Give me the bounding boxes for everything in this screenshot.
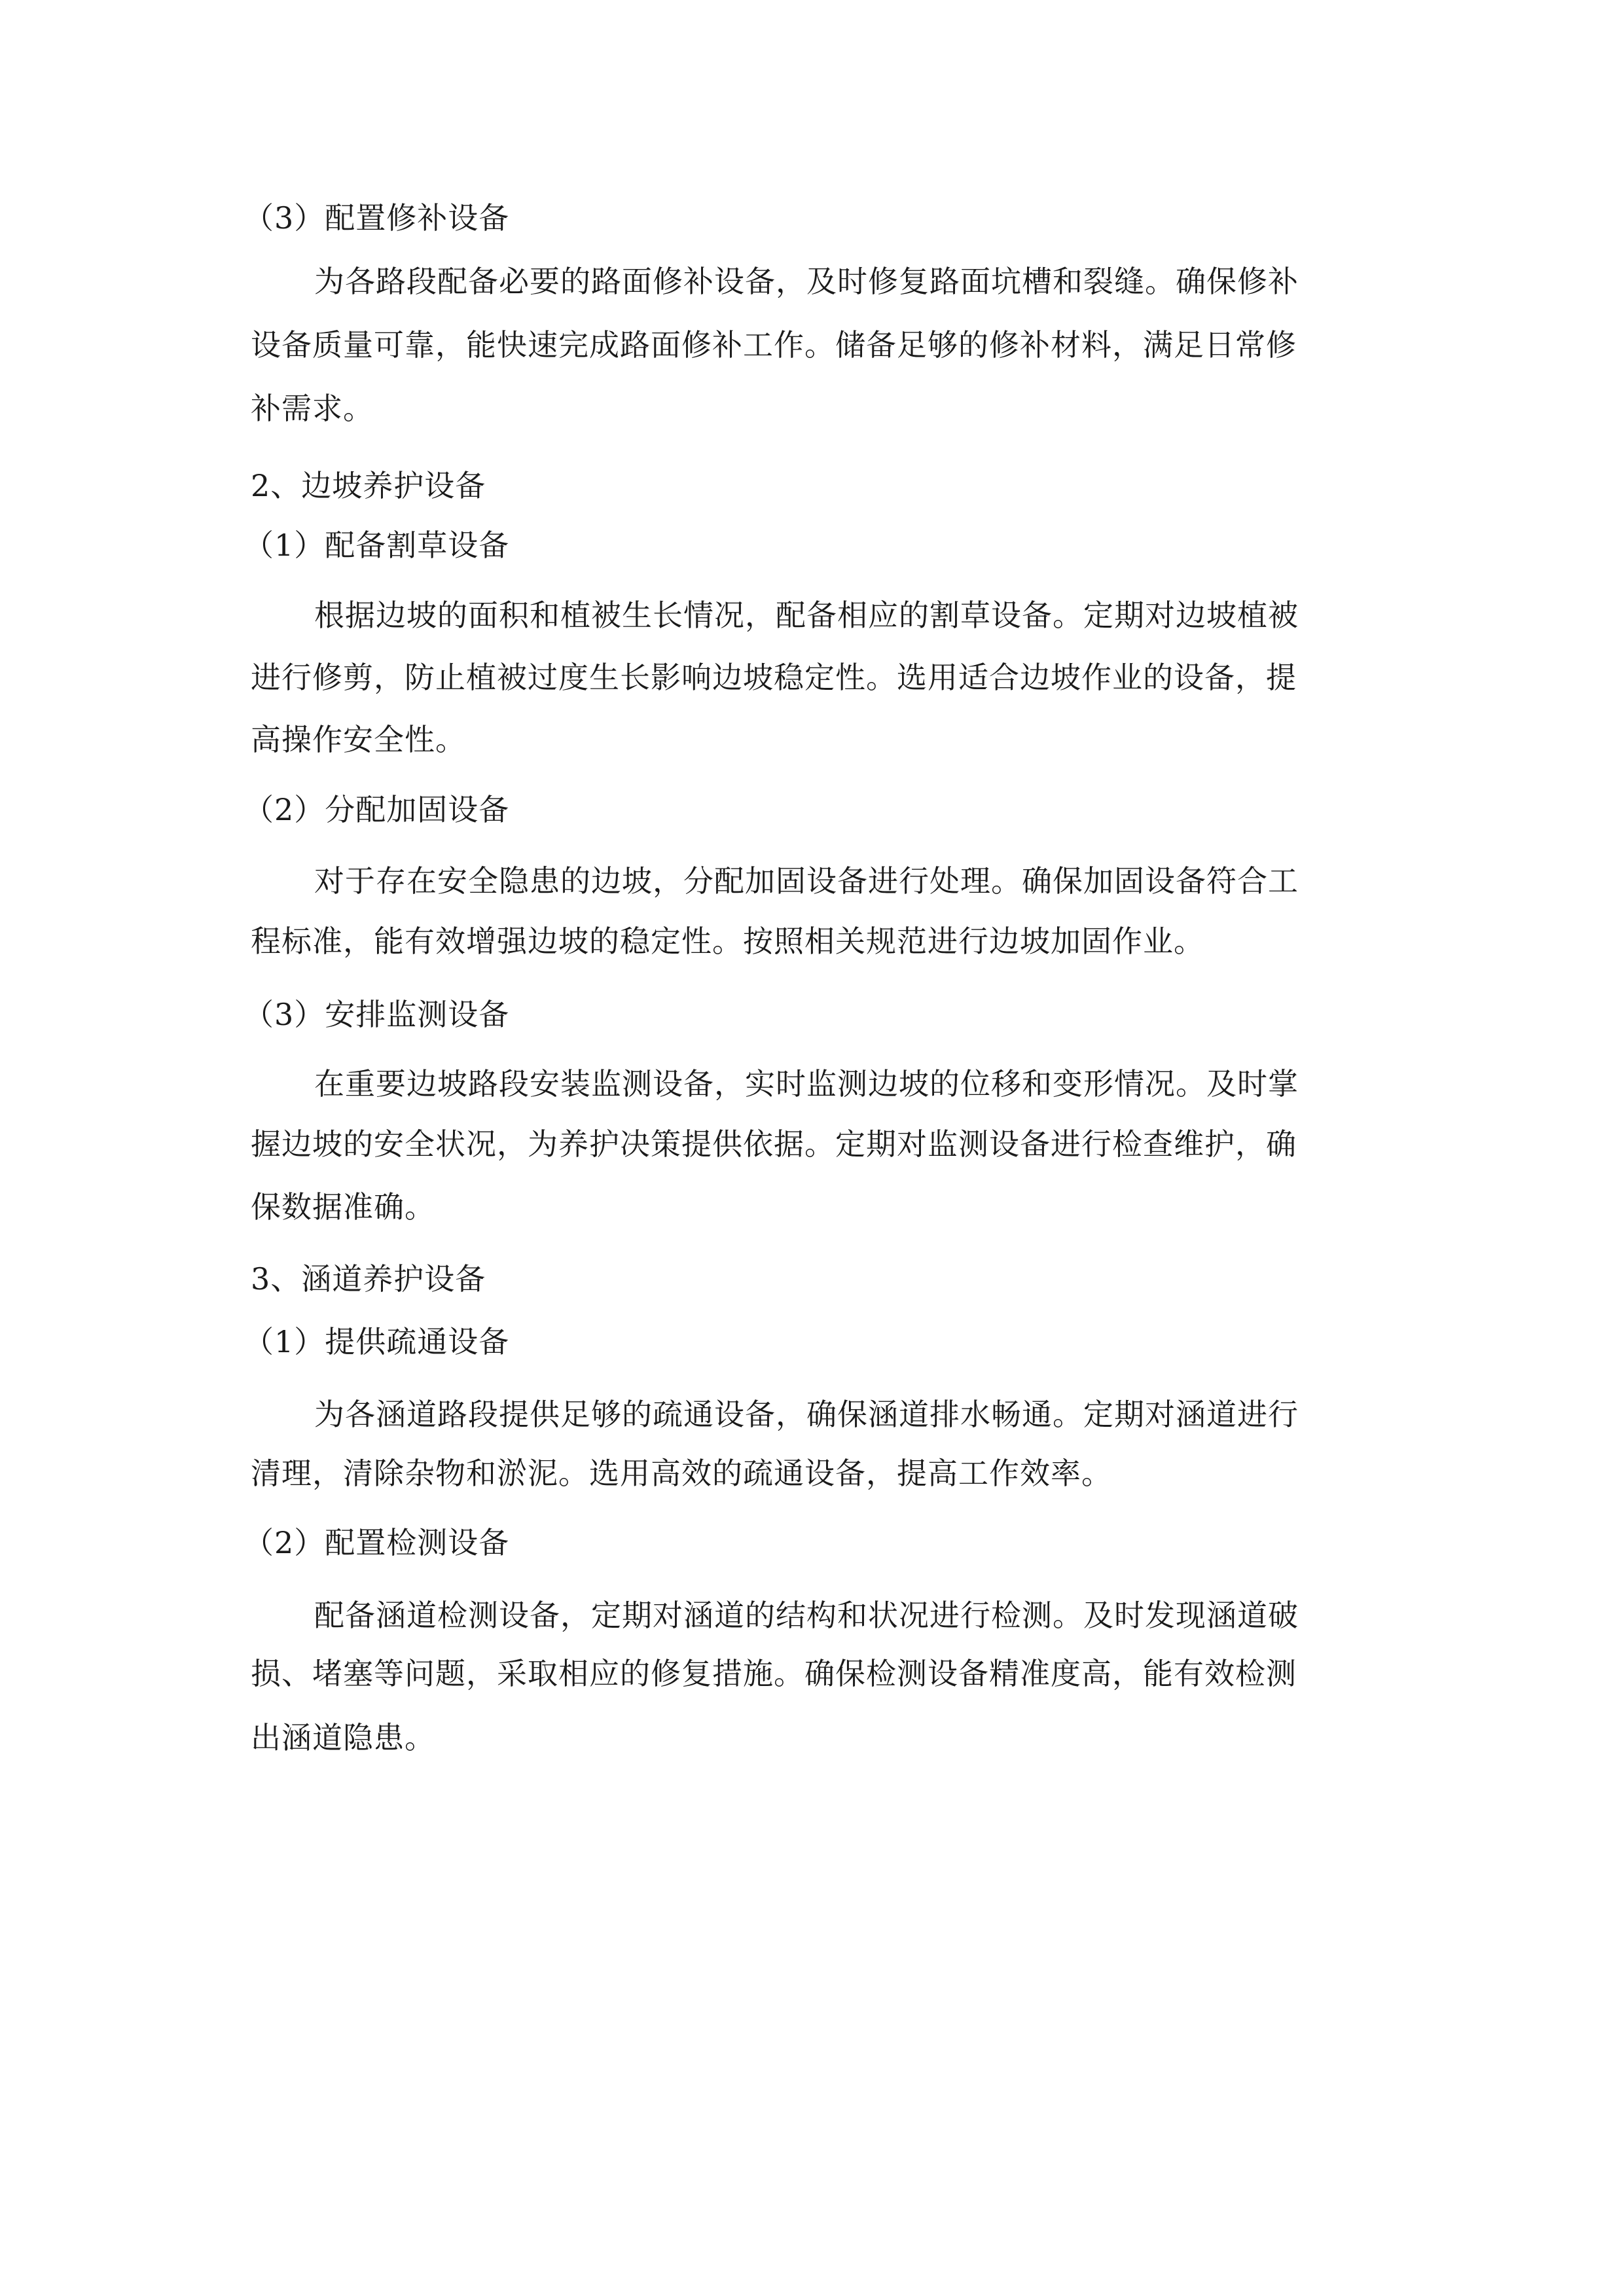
paragraph-line: 程标准，能有效增强边坡的稳定性。按照相关规范进行边坡加固作业。 [251,924,1204,959]
paragraph-line: 设备质量可靠，能快速完成路面修补工作。储备足够的修补材料，满足日常修 [251,327,1297,363]
paragraph-line: 清理，清除杂物和淤泥。选用高效的疏通设备，提高工作效率。 [251,1456,1112,1491]
subheading-inspection-equipment: （2）配置检测设备 [244,1525,510,1560]
subheading-configure-repair-equipment: （3）配置修补设备 [244,200,510,236]
paragraph-line: 损、堵塞等问题，采取相应的修复措施。确保检测设备精准度高，能有效检测 [251,1656,1297,1691]
paragraph-line: 根据边坡的面积和植被生长情况，配备相应的割草设备。定期对边坡植被 [314,598,1299,633]
section-heading-slope-maintenance: 2、边坡养护设备 [251,468,486,503]
section-heading-culvert-maintenance: 3、涵道养护设备 [251,1261,486,1297]
subheading-mowing-equipment: （1）配备割草设备 [244,528,510,563]
subheading-reinforcement-equipment: （2）分配加固设备 [244,792,510,827]
paragraph-line: 补需求。 [251,391,374,426]
subheading-monitoring-equipment: （3）安排监测设备 [244,997,510,1032]
subheading-dredging-equipment: （1）提供疏通设备 [244,1324,510,1359]
paragraph-line: 保数据准确。 [251,1189,435,1225]
paragraph-line: 为各路段配备必要的路面修补设备，及时修复路面坑槽和裂缝。确保修补 [314,264,1299,299]
paragraph-line: 对于存在安全隐患的边坡，分配加固设备进行处理。确保加固设备符合工 [314,863,1299,899]
paragraph-line: 为各涵道路段提供足够的疏通设备，确保涵道排水畅通。定期对涵道进行 [314,1397,1299,1432]
paragraph-line: 出涵道隐患。 [251,1720,435,1755]
paragraph-line: 高操作安全性。 [251,722,466,757]
paragraph-line: 握边坡的安全状况，为养护决策提供依据。定期对监测设备进行检查维护，确 [251,1126,1297,1162]
paragraph-line: 在重要边坡路段安装监测设备，实时监测边坡的位移和变形情况。及时掌 [314,1066,1299,1102]
paragraph-line: 进行修剪，防止植被过度生长影响边坡稳定性。选用适合边坡作业的设备，提 [251,660,1297,695]
paragraph-line: 配备涵道检测设备，定期对涵道的结构和状况进行检测。及时发现涵道破 [314,1598,1299,1633]
